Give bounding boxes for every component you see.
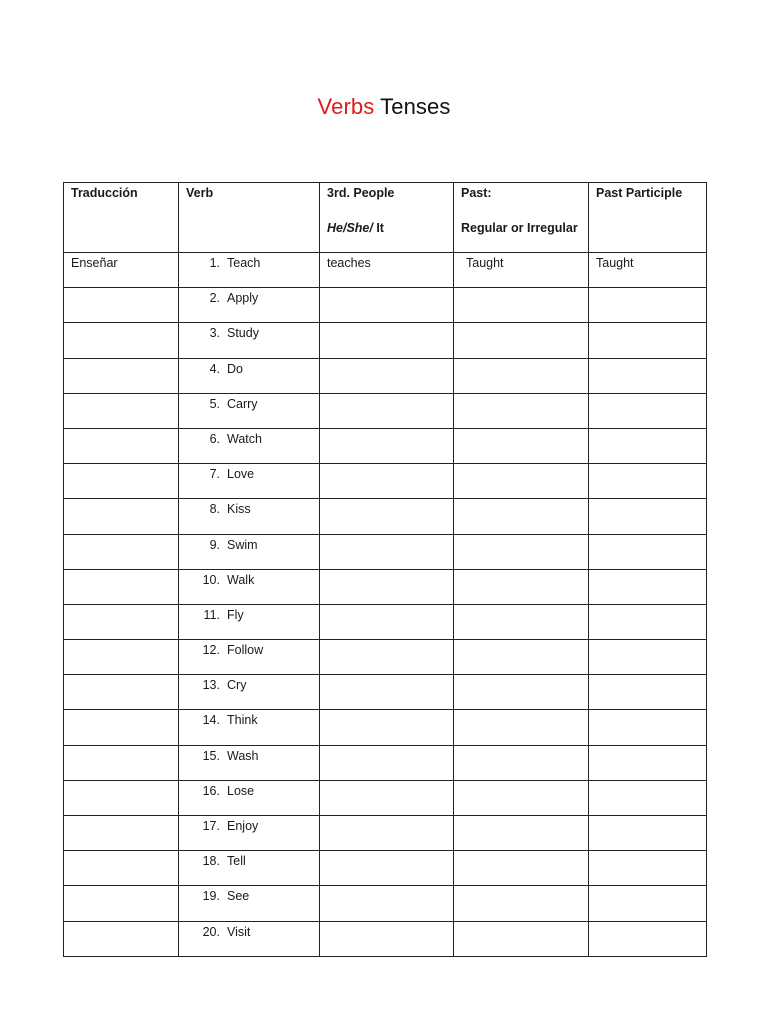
verb-number: 19. bbox=[202, 889, 220, 904]
verb-word: Apply bbox=[227, 291, 259, 306]
cell-third-person[interactable] bbox=[320, 358, 454, 393]
cell-traduccion[interactable] bbox=[64, 851, 179, 886]
verb-number: 11. bbox=[203, 607, 220, 622]
verb-word: Think bbox=[227, 713, 258, 728]
cell-past[interactable] bbox=[454, 604, 589, 639]
cell-past-text: Taught bbox=[466, 256, 504, 270]
table-row bbox=[64, 816, 707, 851]
header-traduccion-label: Traducción bbox=[71, 186, 138, 200]
header-past-line2: Regular or Irregular bbox=[461, 221, 578, 235]
cell-verb bbox=[179, 780, 320, 815]
cell-past[interactable] bbox=[454, 569, 589, 604]
cell-verb bbox=[179, 288, 320, 323]
cell-traduccion[interactable] bbox=[64, 816, 179, 851]
cell-traduccion[interactable] bbox=[64, 323, 179, 358]
table-body bbox=[64, 253, 707, 957]
cell-past-participle[interactable] bbox=[589, 499, 707, 534]
cell-past-participle[interactable] bbox=[589, 323, 707, 358]
verb-number: 14. bbox=[202, 713, 220, 728]
cell-past-participle[interactable] bbox=[589, 393, 707, 428]
header-verb-label: Verb bbox=[186, 186, 214, 200]
table-row bbox=[64, 780, 707, 815]
cell-past[interactable] bbox=[454, 745, 589, 780]
cell-third-person[interactable] bbox=[320, 499, 454, 534]
table-row bbox=[64, 604, 707, 639]
verb-number: 7. bbox=[209, 467, 220, 482]
cell-past-participle[interactable] bbox=[589, 640, 707, 675]
table-row bbox=[64, 253, 707, 288]
cell-verb bbox=[179, 569, 320, 604]
verb-number: 18. bbox=[202, 854, 220, 869]
verb-word: Watch bbox=[227, 431, 262, 446]
cell-traduccion[interactable] bbox=[64, 921, 179, 956]
table-row bbox=[64, 428, 707, 463]
verb-number: 20. bbox=[202, 924, 220, 939]
verb-number: 17. bbox=[202, 819, 220, 833]
table-row bbox=[64, 745, 707, 780]
cell-traduccion[interactable] bbox=[64, 640, 179, 675]
cell-third-person[interactable] bbox=[320, 886, 454, 921]
cell-verb bbox=[179, 534, 320, 569]
cell-past[interactable] bbox=[454, 393, 589, 428]
table-row bbox=[64, 921, 707, 956]
header-third-line1: 3rd. People bbox=[327, 186, 395, 200]
header-traduccion bbox=[64, 183, 179, 253]
cell-traduccion[interactable] bbox=[64, 499, 179, 534]
table-row bbox=[64, 851, 707, 886]
cell-past-participle-text: Taught bbox=[596, 256, 634, 270]
cell-past[interactable] bbox=[454, 675, 589, 710]
cell-verb bbox=[179, 886, 320, 921]
cell-past[interactable] bbox=[454, 358, 589, 393]
cell-past[interactable] bbox=[454, 499, 589, 534]
table-row bbox=[64, 323, 707, 358]
cell-past-participle[interactable] bbox=[589, 358, 707, 393]
verb-number: 6. bbox=[209, 431, 220, 446]
table-header-row bbox=[64, 183, 707, 253]
header-past bbox=[454, 183, 589, 253]
cell-past-participle[interactable] bbox=[589, 745, 707, 780]
cell-past[interactable] bbox=[454, 816, 589, 851]
verb-number: 16. bbox=[202, 783, 220, 798]
cell-past-participle[interactable] bbox=[589, 428, 707, 463]
table-row bbox=[64, 499, 707, 534]
cell-verb bbox=[179, 710, 320, 745]
verb-word: Study bbox=[227, 326, 259, 341]
verb-word: Walk bbox=[227, 572, 255, 587]
cell-third-person[interactable] bbox=[320, 921, 454, 956]
verb-word: Cry bbox=[227, 678, 247, 693]
cell-verb bbox=[179, 323, 320, 358]
cell-traduccion[interactable] bbox=[64, 886, 179, 921]
cell-verb bbox=[179, 675, 320, 710]
cell-past[interactable] bbox=[454, 534, 589, 569]
table-row bbox=[64, 464, 707, 499]
cell-third-person[interactable] bbox=[320, 288, 454, 323]
cell-past-participle[interactable] bbox=[589, 253, 707, 288]
cell-verb bbox=[179, 604, 320, 639]
cell-verb bbox=[179, 358, 320, 393]
cell-past[interactable] bbox=[454, 464, 589, 499]
title-rest-word: Tenses bbox=[380, 94, 451, 119]
header-third-person bbox=[320, 183, 454, 253]
cell-traduccion[interactable] bbox=[64, 534, 179, 569]
cell-past[interactable] bbox=[454, 323, 589, 358]
verb-number: 12. bbox=[202, 643, 220, 658]
cell-traduccion[interactable] bbox=[64, 780, 179, 815]
verb-word: Love bbox=[227, 467, 255, 482]
cell-traduccion[interactable] bbox=[64, 464, 179, 499]
verb-number: 9. bbox=[209, 537, 220, 552]
cell-traduccion[interactable] bbox=[64, 569, 179, 604]
table-row bbox=[64, 288, 707, 323]
cell-verb bbox=[179, 921, 320, 956]
table-row bbox=[64, 569, 707, 604]
cell-traduccion[interactable] bbox=[64, 358, 179, 393]
cell-third-person[interactable] bbox=[320, 569, 454, 604]
cell-past[interactable] bbox=[454, 428, 589, 463]
cell-traduccion-text: Enseñar bbox=[71, 256, 118, 270]
cell-verb bbox=[179, 745, 320, 780]
table-row bbox=[64, 534, 707, 569]
verb-word: See bbox=[227, 889, 250, 904]
cell-third-person[interactable] bbox=[320, 428, 454, 463]
table-row bbox=[64, 886, 707, 921]
table-row bbox=[64, 675, 707, 710]
cell-past[interactable] bbox=[454, 851, 589, 886]
cell-past-participle[interactable] bbox=[589, 921, 707, 956]
cell-past-participle[interactable] bbox=[589, 710, 707, 745]
cell-third-person[interactable] bbox=[320, 816, 454, 851]
cell-verb bbox=[179, 816, 320, 851]
cell-past-participle[interactable] bbox=[589, 886, 707, 921]
cell-past[interactable] bbox=[454, 253, 589, 288]
cell-third-person[interactable] bbox=[320, 253, 454, 288]
cell-verb bbox=[179, 851, 320, 886]
header-past-participle bbox=[589, 183, 707, 253]
verbs-table bbox=[63, 182, 707, 957]
cell-past[interactable] bbox=[454, 921, 589, 956]
table-row bbox=[64, 640, 707, 675]
cell-verb bbox=[179, 499, 320, 534]
cell-verb bbox=[179, 428, 320, 463]
cell-past[interactable] bbox=[454, 710, 589, 745]
cell-third-person[interactable] bbox=[320, 323, 454, 358]
cell-traduccion[interactable] bbox=[64, 288, 179, 323]
cell-third-person[interactable] bbox=[320, 710, 454, 745]
header-past-line1: Past: bbox=[461, 186, 492, 200]
verb-number: 13. bbox=[202, 678, 220, 693]
verb-word: Teach bbox=[227, 256, 261, 270]
cell-third-person[interactable] bbox=[320, 604, 454, 639]
verb-number: 4. bbox=[209, 361, 220, 376]
cell-third-person[interactable] bbox=[320, 675, 454, 710]
table-row bbox=[64, 358, 707, 393]
cell-third-person[interactable] bbox=[320, 393, 454, 428]
table-row bbox=[64, 393, 707, 428]
cell-past-participle[interactable] bbox=[589, 604, 707, 639]
cell-past-participle[interactable] bbox=[589, 534, 707, 569]
cell-verb bbox=[179, 640, 320, 675]
verb-number: 10. bbox=[202, 572, 220, 587]
verb-word: Enjoy bbox=[227, 819, 259, 833]
table-row bbox=[64, 710, 707, 745]
verb-word: Fly bbox=[227, 607, 244, 622]
cell-traduccion[interactable] bbox=[64, 710, 179, 745]
cell-past[interactable] bbox=[454, 886, 589, 921]
cell-past-participle[interactable] bbox=[589, 288, 707, 323]
verb-number: 2. bbox=[209, 291, 220, 306]
header-third-it: It bbox=[372, 221, 384, 235]
title-accent-word: Verbs bbox=[317, 94, 375, 119]
verb-word: Kiss bbox=[227, 502, 251, 517]
cell-past[interactable] bbox=[454, 780, 589, 815]
cell-third-person[interactable] bbox=[320, 534, 454, 569]
cell-traduccion[interactable] bbox=[64, 393, 179, 428]
cell-past-participle[interactable] bbox=[589, 851, 707, 886]
page-title bbox=[0, 93, 768, 121]
cell-past-participle[interactable] bbox=[589, 675, 707, 710]
verb-word: Wash bbox=[227, 748, 259, 763]
cell-past[interactable] bbox=[454, 640, 589, 675]
cell-traduccion[interactable] bbox=[64, 253, 179, 288]
cell-third-person[interactable] bbox=[320, 851, 454, 886]
cell-third-person[interactable] bbox=[320, 745, 454, 780]
verb-number: 3. bbox=[209, 326, 220, 341]
cell-verb bbox=[179, 393, 320, 428]
cell-third-person[interactable] bbox=[320, 464, 454, 499]
verb-number: 1. bbox=[209, 256, 220, 270]
verb-word: Lose bbox=[227, 783, 255, 798]
cell-past-participle[interactable] bbox=[589, 569, 707, 604]
cell-traduccion[interactable] bbox=[64, 604, 179, 639]
cell-past-participle[interactable] bbox=[589, 816, 707, 851]
cell-past-participle[interactable] bbox=[589, 780, 707, 815]
verb-word: Swim bbox=[227, 537, 258, 552]
cell-third-person-text: teaches bbox=[327, 256, 371, 270]
verb-number: 8. bbox=[209, 502, 220, 517]
cell-verb bbox=[179, 253, 320, 288]
verb-word: Do bbox=[227, 361, 243, 376]
verb-number: 5. bbox=[209, 396, 220, 411]
verb-word: Follow bbox=[227, 643, 264, 658]
cell-traduccion[interactable] bbox=[64, 428, 179, 463]
cell-verb bbox=[179, 464, 320, 499]
verb-word: Visit bbox=[227, 924, 251, 939]
cell-traduccion[interactable] bbox=[64, 745, 179, 780]
cell-third-person[interactable] bbox=[320, 780, 454, 815]
verb-word: Tell bbox=[227, 854, 246, 869]
cell-third-person[interactable] bbox=[320, 640, 454, 675]
header-verb bbox=[179, 183, 320, 253]
header-third-line2 bbox=[327, 220, 447, 237]
cell-past[interactable] bbox=[454, 288, 589, 323]
header-participle-label: Past Participle bbox=[596, 186, 683, 200]
verb-word: Carry bbox=[227, 396, 258, 411]
verb-number: 15. bbox=[202, 748, 220, 763]
header-third-pronouns: He/She/ bbox=[327, 221, 373, 235]
cell-traduccion[interactable] bbox=[64, 675, 179, 710]
cell-past-participle[interactable] bbox=[589, 464, 707, 499]
